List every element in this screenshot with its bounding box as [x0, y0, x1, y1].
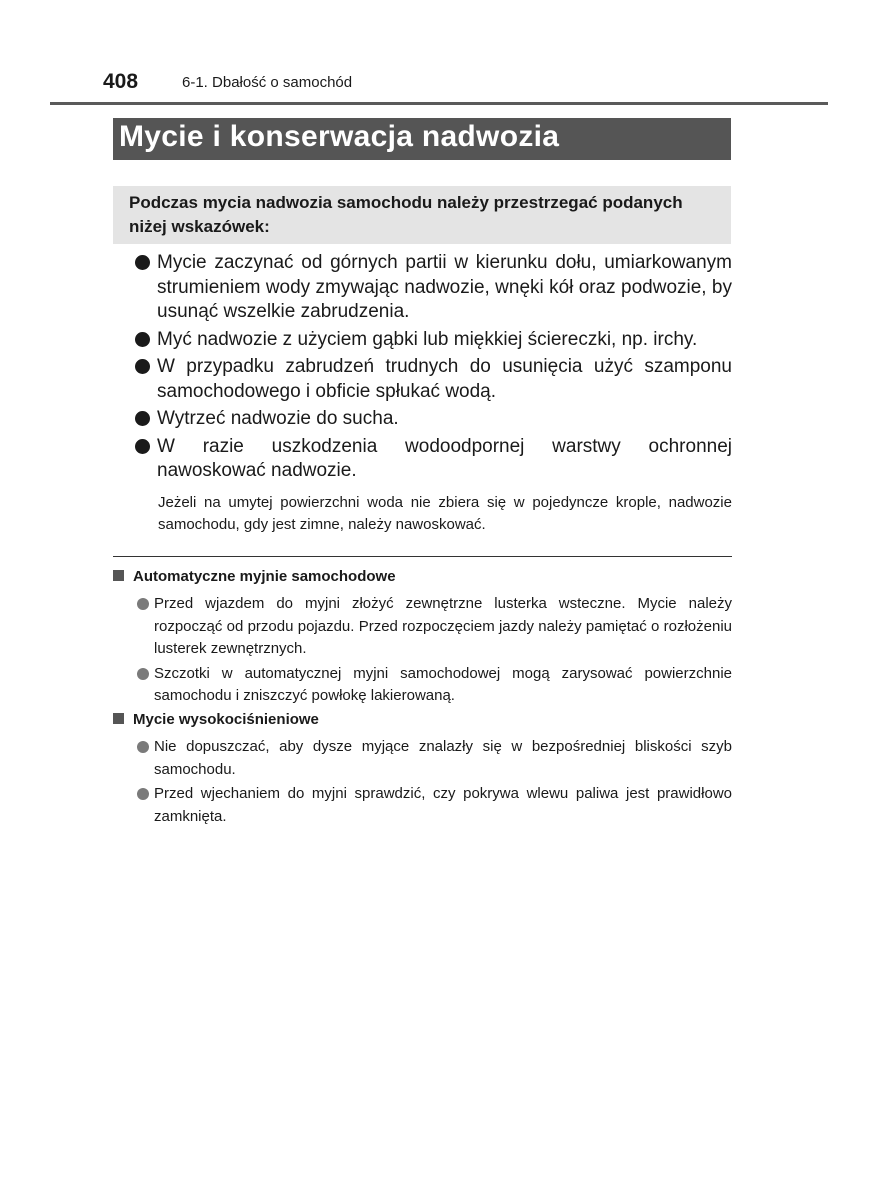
square-bullet-icon — [113, 713, 124, 724]
bullet-icon — [135, 255, 150, 270]
page-title: Mycie i konserwacja nadwozia — [119, 120, 560, 153]
intro-text: Podczas mycia nadwozia samochodu należy przestrzegać podanych niżej wskazówek: — [129, 193, 683, 236]
bullet-icon — [135, 411, 150, 426]
page-header — [50, 66, 828, 105]
subheading-high-pressure-wash — [113, 711, 319, 728]
bullet-icon — [135, 332, 150, 347]
bullet-icon — [137, 741, 149, 753]
list-item-text: Mycie zaczynać od górnych partii w kierunku dołu, umiarkowanym strumieniem wody zmywając nadwozie, wnęki kół oraz podwozie, by usunąć wszelkie zabrudzenia. — [157, 252, 732, 322]
list-item — [137, 736, 732, 781]
list-item-text: Nie dopuszczać, aby dysze myjące znalazły się w bezpośredniej bliskości szyb samochodu. — [154, 738, 732, 778]
wax-note: Jeżeli na umytej powierzchni woda nie zbiera się w pojedyncze krople, nadwozie samochodu, gdy jest zimne, należy nawoskować. — [158, 494, 732, 533]
list-item — [135, 407, 732, 432]
list-item — [135, 435, 732, 484]
subheading-automatic-carwash — [113, 568, 396, 585]
list-item-text: W razie uszkodzenia wodoodpornej warstwy ochronnej nawoskować nadwozie. — [157, 435, 732, 481]
main-bullet-list — [135, 251, 732, 487]
bullet-icon — [137, 598, 149, 610]
automatic-carwash-list — [137, 593, 732, 710]
section-divider — [113, 556, 732, 557]
square-bullet-icon — [113, 570, 124, 581]
list-item-text: W przypadku zabrudzeń trudnych do usunięcia użyć szamponu samochodowego i obficie spłukać wodą. — [157, 356, 732, 402]
subheading-text: Mycie wysokociśnieniowe — [133, 711, 319, 728]
section-reference: 6-1. Dbałość o samochód — [182, 74, 353, 91]
list-item — [137, 593, 732, 661]
intro-box — [113, 186, 731, 244]
list-item-text: Myć nadwozie z użyciem gąbki lub miękkiej ściereczki, np. irchy. — [157, 328, 698, 350]
list-item-text: Przed wjechaniem do myjni sprawdzić, czy pokrywa wlewu paliwa jest prawidłowo zamknięta. — [154, 785, 732, 825]
bullet-icon — [135, 439, 150, 454]
high-pressure-wash-list — [137, 736, 732, 830]
list-item — [137, 663, 732, 708]
subheading-text: Automatyczne myjnie samochodowe — [133, 568, 396, 585]
bullet-icon — [137, 788, 149, 800]
list-item-text: Wytrzeć nadwozie do sucha. — [157, 408, 399, 429]
bullet-icon — [137, 668, 149, 680]
title-bar — [113, 118, 731, 160]
list-item — [135, 251, 732, 325]
page-number: 408 — [103, 70, 139, 93]
list-item — [135, 355, 732, 404]
list-item — [135, 328, 732, 353]
list-item-text: Przed wjazdem do myjni złożyć zewnętrzne lusterka wsteczne. Mycie należy rozpocząć od przodu pojazdu. Przed rozpoczęciem jazdy należy pamiętać o rozłożeniu lusterek zewnętrznych. — [154, 595, 732, 657]
bullet-icon — [135, 359, 150, 374]
list-item — [137, 783, 732, 828]
list-item-text: Szczotki w automatycznej myjni samochodowej mogą zarysować powierzchnie samochodu i zniszczyć powłokę lakierowaną. — [154, 664, 732, 704]
